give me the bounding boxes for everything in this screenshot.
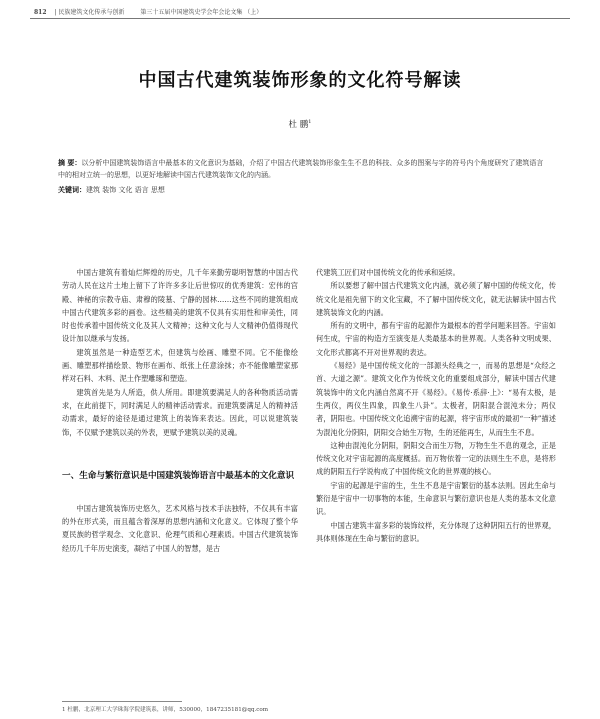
body-paragraph: 宇宙的起源是宇宙的生，生生不息是宇宙繁衍的基本法则。因此生命与繁衍是宇宙中一切事物的本能，生命意识与繁衍意识也是人类的基本文化意识。 [316, 480, 556, 517]
conference-title: 第三十五届中国建筑史学会年会论文集 （上） [140, 9, 263, 16]
abstract [58, 158, 546, 181]
section-heading: 一、生命与繁衍意识是中国建筑装饰语言中最基本的文化意识 [62, 470, 295, 481]
body-paragraph: 建筑虽然是一种造型艺术，但建筑与绘画、雕塑不同。它不能像绘画、雕塑那样描绘景、物形在画布、纸张上任意涂抹；亦不能像雕塑家那样对石料、木料、泥土作塑雕琢和塑造。 [62, 347, 298, 384]
right-column [316, 266, 556, 545]
body-paragraph: 中国古建筑丰富多彩的装饰纹样，充分体现了这种阴阳五行的世界观，具体则体现在生命与繁衍的意识。 [316, 520, 556, 543]
body-paragraph: 建筑首先是为人所造，供人所用。即建筑要满足人的各种物质活动需求，在此前提下，同时满足人的精神活动需求。而建筑要满足人的精神活动需求，最好的途径是通过建筑上的装饰来表达。因此，可以说建筑装饰，不仅赋予建筑以美的外表，更赋予建筑以美的灵魂。 [62, 387, 298, 437]
keywords-label: 关键词： [58, 186, 86, 194]
author-line [0, 118, 600, 130]
left-column [62, 266, 298, 555]
header-rule [30, 18, 570, 19]
journal-title: | 民族建筑文化传承与创新 [54, 9, 125, 16]
body-paragraph: 中国古建筑有着灿烂辉煌的历史，几千年来勤劳聪明智慧的中国古代劳动人民在这片土地上留下了许许多多让后世惊叹的优秀建筑：宏伟的宫殿、神秘的宗教寺庙、肃穆的陵墓、宁静的园林……这些不同的建筑组成中国古代建筑多彩的画卷。这些精美的建筑不仅具有实用性和审美性，同时也传承着中国传统文化及其人文精神；这种文化与人文精神仍值得现代设计加以继承与发扬。 [62, 268, 298, 344]
body-paragraph: 中国古建筑装饰历史悠久，艺术风格与技术手法独特，不仅具有丰富的外在形式美，而且蕴含着深厚的思想内涵和文化意义。它体现了整个华夏民族的哲学观念、文化意识、伦理气质和心理素质。中国古代建筑装饰经历几千年历史演变，凝结了中国人的智慧，是古 [62, 503, 298, 553]
abstract-label: 摘 要： [58, 159, 82, 167]
abstract-text: 以分析中国建筑装饰语言中最基本的文化意识为基础，介绍了中国古代建筑装饰形象生生不息的科技、众多的图案与字的符号内个角度研究了建筑语言中的相对立统一的思想，以更好地解读中国古代建筑装饰文化的内涵。 [58, 159, 544, 179]
author-name: 杜 鹏 [288, 120, 309, 130]
body-paragraph: 这种由混沌化分阴阳，阴阳交合而生万物，万物生生不息的观念，正是传统文化对宇宙起源的高度概括。而万物依着一定的法则生生不息，是将形成的阴阳五行学说构成了中国传统文化的世界观的核心。 [316, 440, 556, 477]
body-paragraph: 《易经》是中国传统文化的一部源头经典之一，而易的思想是“众经之首、大道之源”。建筑文化作为传统文化的重要组成部分，解读中国古代建筑装饰中的文化内涵自然离不开《易经》。《易传·系辞·上》：“易有太极，是生两仪，两仪生四象，四象生八卦”。太极者，阴阳混合混沌未分；两仪者，阴阳也。中国传统文化追溯宇宙的起源，将宇宙形成的最初“一种”描述为混沌化分阴阳，阴阳交合始生万物，生的还能再生，从而生生不息。 [316, 361, 556, 437]
footnote: 1 杜鹏，北京理工大学珠海学院建筑系，讲师，530000，1847235181@qq.com [62, 707, 269, 713]
footnote-rule [62, 701, 182, 702]
author-footnote-mark: 1 [308, 119, 312, 126]
page-number: 812 [34, 9, 47, 16]
body-paragraph: 所以要想了解中国古代建筑文化内涵，就必须了解中国的传统文化，传统文化是祖先留下的文化宝藏，不了解中国传统文化，就无法解读中国古代建筑装饰文化的内涵。 [316, 281, 556, 317]
keywords [58, 185, 546, 197]
body-paragraph: 所有的文明中，都有宇宙的起源作为最根本的哲学问题来回答。宇宙如何生成，宇宙的构造方至演变是人类最基本的世界观。人类各种文明成果、文化形式都离不开对世界观的表达。 [316, 321, 556, 357]
body-paragraph: 代建筑工匠们对中国传统文化的传承和延续。 [316, 268, 460, 277]
keywords-text: 建筑 装饰 文化 语言 思想 [86, 186, 165, 194]
article-title: 中国古代建筑装饰形象的文化符号解读 [138, 70, 462, 91]
